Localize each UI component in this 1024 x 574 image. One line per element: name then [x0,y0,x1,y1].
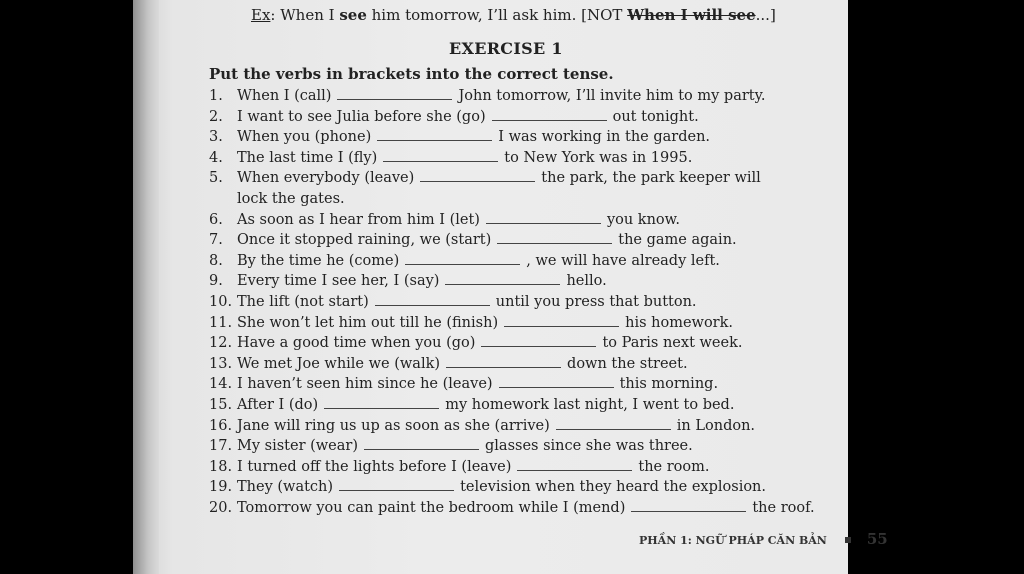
item-text-after: the roof. [752,500,815,516]
item-number: 5. [209,170,223,187]
item-text-before: Every time I see her, I (say) [237,273,440,290]
answer-blank [481,345,596,347]
answer-blank [445,283,560,285]
exercise-item [209,292,697,312]
item-text-before: Once it stopped raining, we (start) [237,232,492,249]
item-number: 12. [209,335,233,352]
item-number: 8. [209,252,223,269]
answer-blank [497,242,612,244]
exercise-item [209,395,734,415]
answer-blank [405,263,520,265]
item-text-after: my homework last night, I went to bed. [445,397,735,413]
item-text-before: After I (do) [237,397,319,413]
item-text-after: to New York was in 1995. [504,149,693,166]
exercise-title: EXERCISE 1 [449,39,563,58]
item-text-before: As soon as I hear from him I (let) [237,211,480,228]
item-text-before: She won’t let him out till he (finish) [237,314,499,331]
exercise-item [209,457,710,477]
book-spine [133,0,159,574]
item-text-after: in London. [676,417,756,434]
item-text-after: to Paris next week. [602,335,743,352]
item-text-after: his homework. [625,314,734,331]
answer-blank [337,98,452,100]
answer-blank [420,180,535,182]
exercise-item [209,498,815,518]
exercise-instruction: Put the verbs in brackets into the correct tense. [209,65,614,83]
answer-blank [486,222,601,224]
answer-blank [492,119,607,121]
item-text-after: down the street. [567,355,688,372]
exercise-item [209,354,688,374]
answer-blank [446,366,561,368]
item-text-after: this morning. [619,376,719,393]
footer-bullet [845,537,851,543]
item-number: 17. [209,438,233,455]
exercise-item [209,416,755,436]
item-number: 20. [209,500,233,516]
item-text-after: the room. [638,458,710,475]
item-text-before: Tomorrow you can paint the bedroom while I (mend) [237,500,626,516]
item-text-before: I haven’t seen him since he (leave) [237,376,493,393]
answer-blank [375,304,490,306]
item-number: 9. [209,273,223,290]
exercise-item [209,107,699,127]
item-number: 4. [209,149,223,166]
footer-section: PHẦN 1: NGỮ PHÁP CĂN BẢN [639,534,827,547]
exercise-item [209,230,737,250]
exercise-item [209,210,680,230]
item-text-before: When you (phone) [237,129,372,146]
item-continuation: lock the gates. [237,191,345,207]
exercise-item [209,313,733,333]
page-number: 55 [866,530,888,548]
item-text-before: The last time I (fly) [237,149,378,166]
exercise-item [209,333,742,353]
item-text-before: I turned off the lights before I (leave) [237,458,512,475]
item-number: 7. [209,232,223,249]
item-number: 11. [209,314,233,331]
item-number: 6. [209,211,223,228]
item-number: 10. [209,294,233,310]
item-text-after: the park, the park keeper will [541,170,761,187]
item-number: 13. [209,355,233,372]
item-text-after: until you press that button. [495,294,697,310]
exercise-item [209,271,607,291]
item-text-before: When everybody (leave) [237,170,415,187]
item-number: 19. [209,479,233,496]
item-text-before: Have a good time when you (go) [237,335,476,352]
answer-blank [499,386,614,388]
answer-blank [517,469,632,471]
item-text-after: I was working in the garden. [498,129,711,146]
item-text-after: John tomorrow, I’ll invite him to my party. [458,88,766,104]
example-line [251,6,776,24]
item-number: 2. [209,108,223,125]
item-text-before: They (watch) [237,479,334,496]
answer-blank [377,139,492,141]
item-text-before: I want to see Julia before she (go) [237,108,486,125]
exercise-item [209,148,692,168]
example-text-b: him tomorrow, I’ll ask him. [NOT [366,6,628,24]
example-struck: When I will see [627,6,756,24]
answer-blank [504,325,619,327]
exercise-item [209,168,761,188]
example-text-c: ...] [755,6,776,24]
item-text-after: television when they heard the explosion. [460,479,767,496]
exercise-item [209,477,766,497]
exercise-item [209,436,693,456]
item-text-after: out tonight. [612,108,699,125]
exercise-item [209,86,766,106]
example-see: see [339,6,367,24]
exercise-item [209,374,718,394]
answer-blank [324,407,439,409]
item-text-before: The lift (not start) [237,294,369,310]
answer-blank [556,428,671,430]
item-number: 15. [209,397,233,413]
item-text-after: you know. [606,211,680,228]
page-footer [639,530,888,548]
answer-blank [364,448,479,450]
item-number: 1. [209,88,223,104]
exercise-item [209,251,720,271]
exercise-item [209,127,710,147]
item-text-after: , we will have already left. [526,252,720,269]
answer-blank [383,160,498,162]
item-text-before: Jane will ring us up as soon as she (arrive) [237,417,550,434]
answer-blank [631,510,746,512]
item-number: 14. [209,376,233,393]
item-text-before: By the time he (come) [237,252,400,269]
item-number: 16. [209,417,233,434]
item-text-after: hello. [566,273,607,290]
item-text-before: We met Joe while we (walk) [237,355,441,372]
answer-blank [339,489,454,491]
item-number: 18. [209,458,233,475]
item-text-before: When I (call) [237,88,332,104]
item-text-after: glasses since she was three. [485,438,693,455]
example-text-a: : When I [270,6,340,24]
example-prefix: Ex [251,6,271,24]
item-text-before: My sister (wear) [237,438,358,455]
item-number: 3. [209,129,223,146]
item-text-after: the game again. [618,232,737,249]
book-page [133,0,888,574]
